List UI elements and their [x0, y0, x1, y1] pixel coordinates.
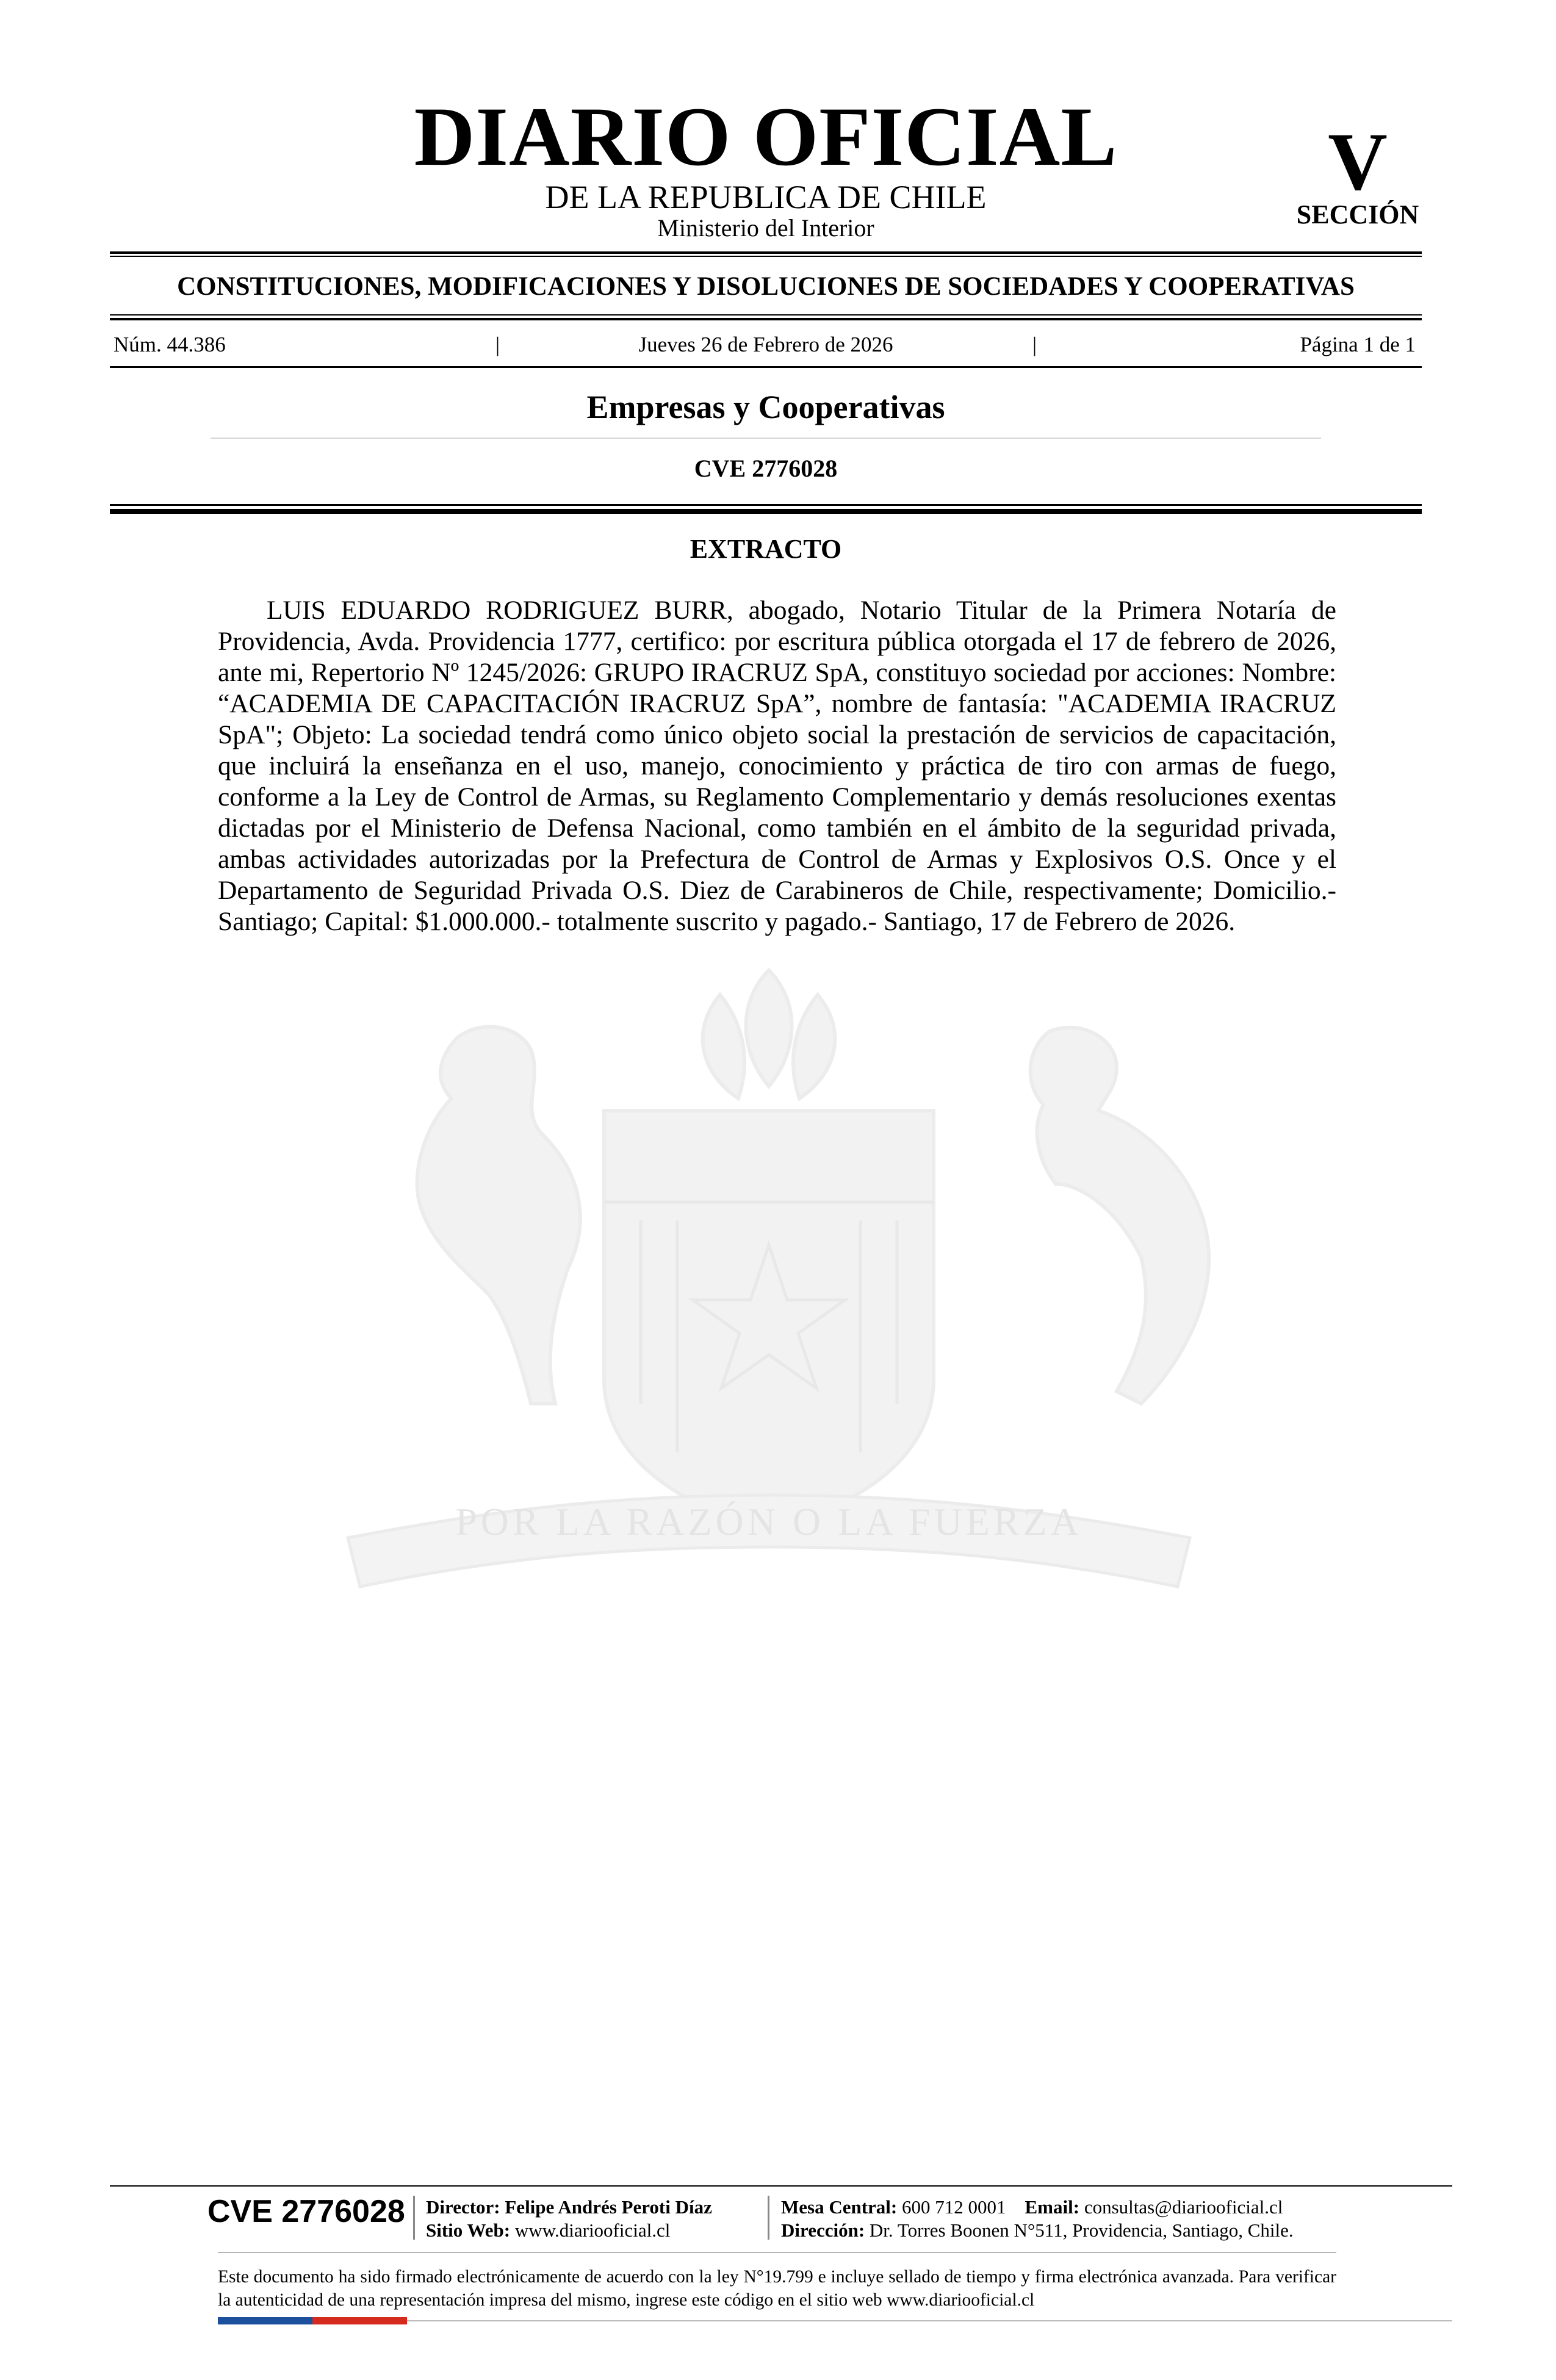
section-label: SECCIÓN	[1296, 200, 1419, 229]
footer-rule-bottom	[407, 2320, 1452, 2321]
coat-of-arms-icon	[201, 928, 1336, 1709]
category-banner: CONSTITUCIONES, MODIFICACIONES Y DISOLUCIONES DE SOCIEDADES Y COOPERATIVAS	[177, 272, 1355, 301]
meta-separator: |	[1032, 333, 1037, 356]
issue-date: Jueves 26 de Febrero de 2026	[638, 333, 893, 356]
signature-note: Este documento ha sido firmado electrónicamente de acuerdo con la ley N°19.799 e incluye sellado de tiempo y firma electrónica avanzada. Para verificar la autenticidad de una representación impresa del mismo, ingrese este código en el sitio web www.diariooficial.cl	[218, 2267, 1336, 2310]
page-count: Página 1 de 1	[1300, 333, 1416, 356]
footer-divider	[413, 2196, 415, 2240]
cve-code: CVE 2776028	[694, 455, 838, 482]
extract-body: LUIS EDUARDO RODRIGUEZ BURR, abogado, Notario Titular de la Primera Notaría de Providencia, Avda. Providencia 1777, certifico: por escritura pública otorgada el 17 de febrero de 2026, ante mi, Repertorio Nº 1245/2026: GRUPO IRACRUZ SpA, constituyo sociedad por acciones: Nombre: “ACADEMIA DE CAPACITACIÓN IRACRUZ SpA”, nombre de fantasía: "ACADEMIA IRACRUZ SpA"; Objeto: La sociedad tendrá como único objeto social la prestación de servicios de capacitación, que incluirá la enseñanza en el uso, manejo, conocimiento y práctica de tiro con armas de fuego, conforme a la Ley de Control de Armas, su Reglamento Complementario y demás resoluciones exentas dictadas por el Ministerio de Defensa Nacional, como también en el ámbito de la seguridad privada, ambas actividades autorizadas por la Prefectura de Control de Armas y Explosivos O.S. Once y el Departamento de Seguridad Privada O.S. Diez de Carabineros de Chile, respectivamente; Domicilio.- Santiago; Capital: $1.000.000.- totalmente suscrito y pagado.- Santiago, 17 de Febrero de 2026.	[218, 596, 1336, 936]
category-rule-bottom	[110, 314, 1422, 316]
footer-website-link[interactable]: www.diariooficial.cl	[514, 2220, 671, 2241]
meta-separator: |	[495, 333, 500, 356]
subject-title: Empresas y Cooperativas	[586, 389, 945, 425]
footer-divider	[768, 2196, 769, 2240]
footer-rule-top	[110, 2185, 1452, 2187]
header-rule-top-thin	[110, 256, 1422, 257]
footer-contact: Mesa Central: 600 712 0001 Email: consultas@diariooficial.cl Dirección: Dr. Torres Boonen N°511, Providencia, Santiago, Chile.	[781, 2196, 1294, 2241]
category-rule-bottom-thick	[110, 318, 1422, 320]
footer-email-link[interactable]: consultas@diariooficial.cl	[1084, 2196, 1283, 2218]
body-rule-thick	[110, 509, 1422, 514]
footer-rule-mid	[218, 2252, 1336, 2253]
masthead-subtitle: DE LA REPUBLICA DE CHILE	[545, 179, 987, 215]
header-rule-top	[110, 251, 1422, 254]
flag-stripe-red	[312, 2317, 407, 2324]
masthead-title: DIARIO OFICIAL	[414, 90, 1118, 183]
footer-cve-code: CVE 2776028	[207, 2194, 405, 2229]
body-rule-top	[110, 504, 1422, 506]
section-letter: V	[1328, 117, 1388, 207]
document-heading: EXTRACTO	[690, 534, 842, 564]
masthead-ministry: Ministerio del Interior	[657, 214, 874, 242]
footer-director: Director: Felipe Andrés Peroti Díaz Sitio Web: www.diariooficial.cl	[426, 2196, 712, 2241]
issue-number: Núm. 44.386	[113, 333, 226, 356]
subject-divider	[211, 438, 1321, 439]
flag-stripe-blue	[218, 2317, 312, 2324]
meta-rule	[110, 366, 1422, 368]
watermark-motto: POR LA RAZÓN O LA FUERZA	[455, 1500, 1082, 1543]
